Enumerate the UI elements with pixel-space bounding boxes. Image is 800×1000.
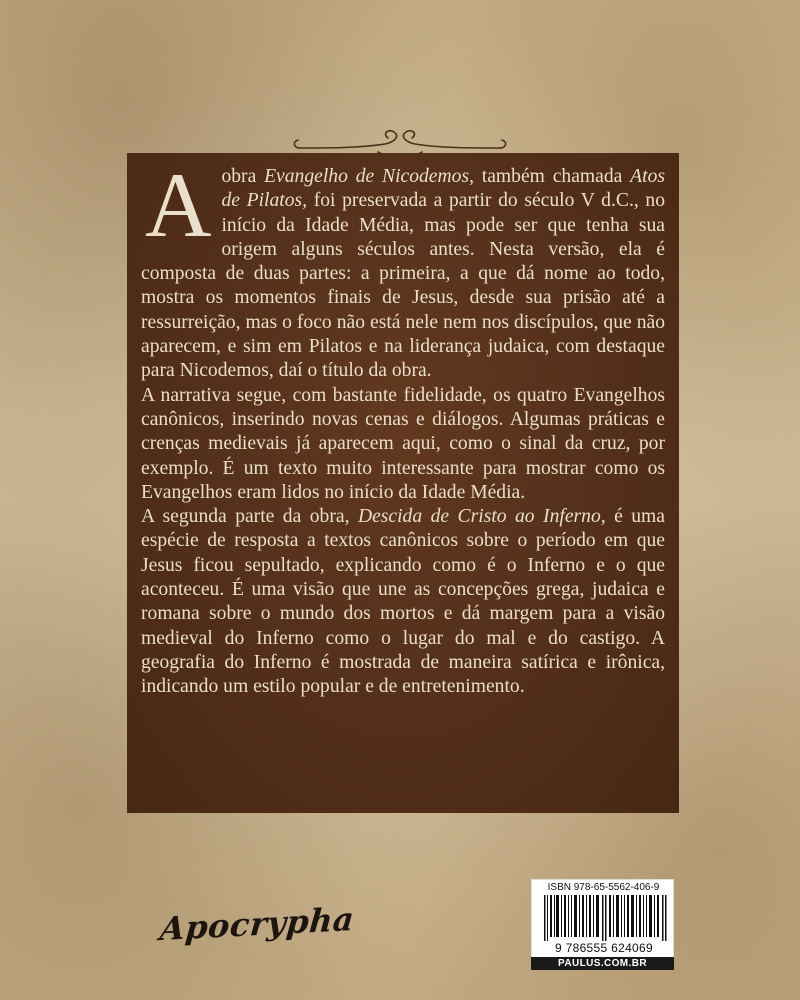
- paragraph-2: A narrativa segue, com bastante fidelidade, os quatro Evangelhos canônicos, inserindo novas cenas e diálogos. Algumas práticas e crenças medievais já aparecem aqui, como o sinal da cruz, por exemplo. É um texto muito interessante para mostrar como os Evangelhos eram lidos no início da Idade Média.: [141, 384, 665, 503]
- title-atos: Atos de Pilatos,: [221, 166, 666, 212]
- publisher-website: PAULUS.COM.BR: [531, 957, 674, 970]
- drop-cap: A: [145, 154, 212, 256]
- barcode-box: [531, 879, 674, 968]
- scroll-ornament-icon: [290, 118, 510, 158]
- paragraph-1: Aobra Evangelho de Nicodemos, também chamada Atos de Pilatos, foi preservada a partir do século V d.C., no início da Idade Média, mas pode ser que tenha sua origem alguns séculos antes. Nesta versão, ela é composta de duas partes: a primeira, a que dá nome ao todo, mostra os momentos finais de Jesus, desde sua prisão até a ressurreição, mas o foco não está nele nem nos discípulos, que não aparecem, e sim em Pilatos e na liderança judaica, com destaque para Nicodemos, daí o título da obra.: [141, 154, 666, 382]
- title-evangelho: Evangelho de Nicodemos,: [264, 166, 474, 187]
- synopsis-text: [141, 154, 666, 700]
- paragraph-3: A segunda parte da obra, Descida de Cristo ao Inferno, é uma espécie de resposta a textos canônicos sobre o período em que Jesus ficou sepultado, explicando como é o Inferno e o que aconteceu. É uma visão que une as concepções grega, judaica e romana sobre o mundo dos mortos e dá margem para a visão medieval do Inferno como o lugar do mal e do castigo. A geografia do Inferno é mostrada de maneira satírica e irônica, indicando um estilo popular e de entretenimento.: [141, 506, 665, 698]
- barcode-icon: [544, 895, 668, 941]
- barcode-digits: 9 786555 624069: [555, 941, 653, 955]
- isbn-label: ISBN 978-65-5562-406-9: [547, 882, 660, 893]
- title-descida: Descida de Cristo ao Inferno,: [357, 506, 606, 528]
- synopsis-panel: [127, 153, 679, 813]
- publisher-logo: Apocrypha: [158, 899, 356, 949]
